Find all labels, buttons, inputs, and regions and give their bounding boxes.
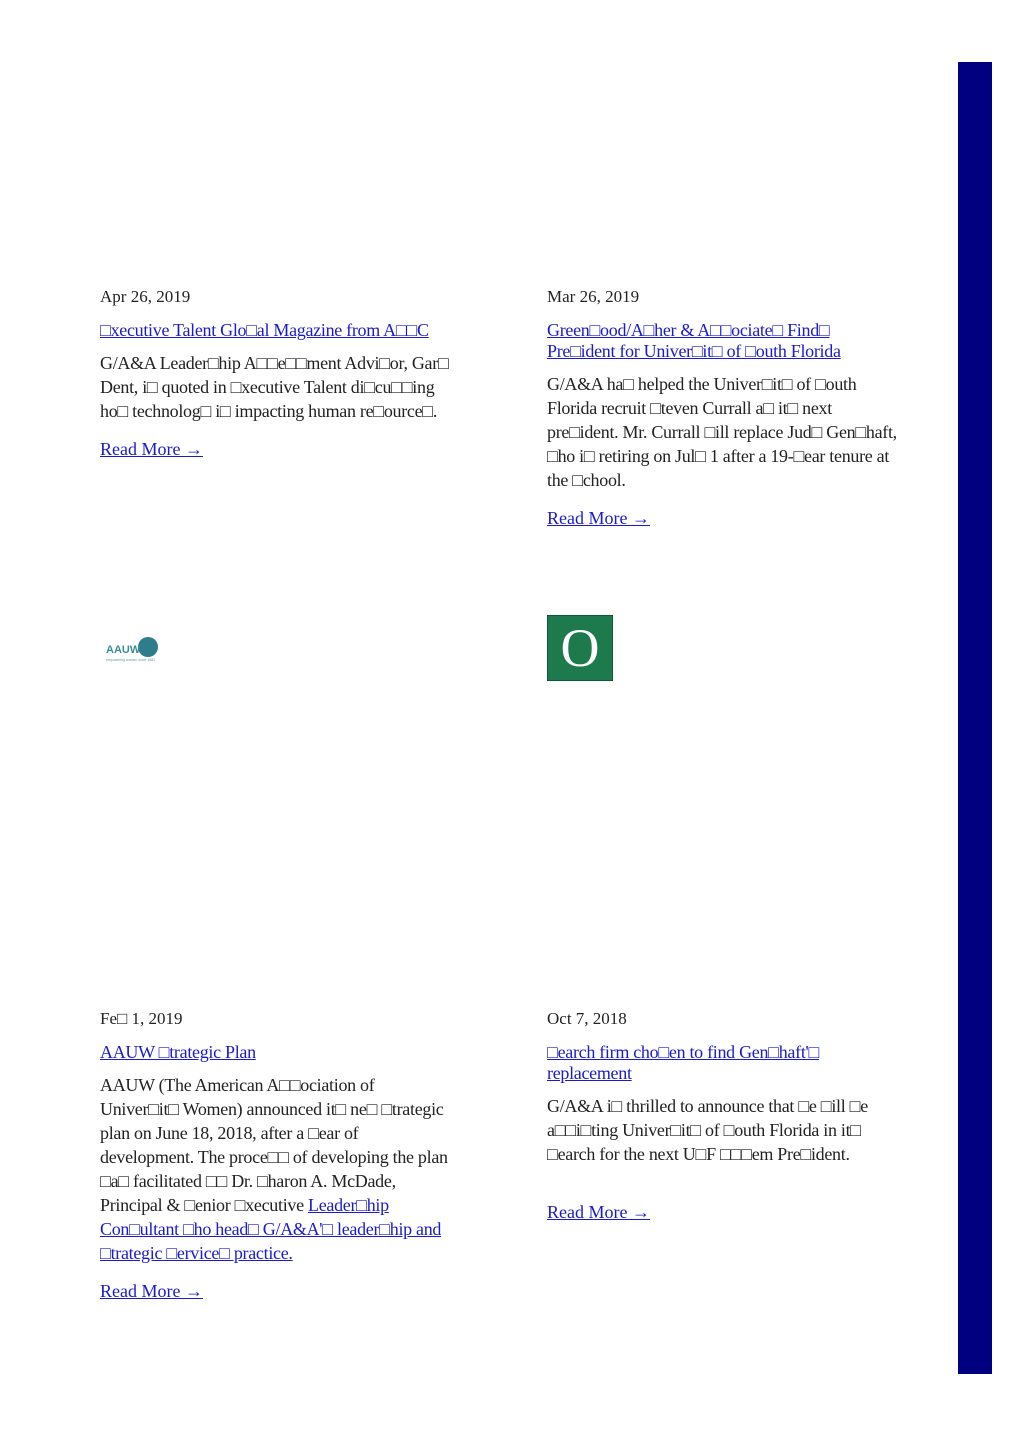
read-more-link[interactable]: Read More → [100,1281,203,1301]
post-title-link[interactable]: AAUW □trategic Plan [100,1042,256,1062]
post-date: Fe□ 1, 2019 [100,1009,183,1028]
aauw-logo-graphic [104,634,162,664]
post-date: Apr 26, 2019 [100,287,191,306]
o-logo-graphic [548,616,612,680]
read-more-link[interactable]: Read More → [547,508,650,528]
news-card [547,286,897,529]
post-title-link[interactable]: □xecutive Talent Glo□al Magazine from A□□C [100,320,429,340]
post-title-link[interactable]: □earch firm cho□en to find Gen□haft'□ replacement [547,1042,820,1083]
post-date: Mar 26, 2019 [547,287,640,306]
aauw-logo-tagline: empowering women since 1881 [106,658,156,662]
post-excerpt-link[interactable]: Leader□hip Con□ultant □ho head□ G/A&A'□ leader□hip and □trategic □ervice□ practice. [100,1195,442,1263]
aauw-logo[interactable] [104,634,162,664]
news-card [100,1008,450,1302]
read-more-link[interactable]: Read More → [547,1202,650,1222]
aauw-logo-text: AAUW [106,644,141,656]
post-excerpt-text: AAUW (The American A□□ociation of Univer□it□ Women) announced it□ ne□ □trategic plan on June 18, 2018, after a □ear of development. The proce□□ of developing the plan □a□ facilitated □□ Dr. □haron A. McDade, Principal & □enior □xecutive [100,1075,448,1215]
post-date: Oct 7, 2018 [547,1009,627,1028]
post-excerpt: G/A&A i□ thrilled to announce that □e □ill □e a□□i□ting Univer□it□ of □outh Florida in it□ □earch for the next U□F □□□em Pre□ident. [547,1096,868,1164]
post-excerpt: G/A&A Leader□hip A□□e□□ment Advi□or, Gar□ Dent, i□ quoted in □xecutive Talent di□cu□□ing ho□ technolog□ i□ impacting human re□ource□. [100,353,449,421]
post-excerpt [100,1073,450,1265]
news-card [547,1008,897,1223]
o-logo[interactable] [547,615,613,681]
read-more-link[interactable]: Read More → [100,439,203,459]
o-logo-letter: O [560,618,600,678]
post-title-link[interactable]: Green□ood/A□her & A□□ociate□ Find□ Pre□ident for Univer□it□ of □outh Florida [547,320,841,361]
sidebar-bar [958,62,992,1374]
news-card [100,286,450,460]
post-excerpt: G/A&A ha□ helped the Univer□it□ of □outh Florida recruit □teven Currall a□ it□ next pre□ident. Mr. Currall □ill replace Jud□ Gen□haft, □ho i□ retiring on Jul□ 1 after a 19-□ear tenure at the □chool. [547,374,897,490]
